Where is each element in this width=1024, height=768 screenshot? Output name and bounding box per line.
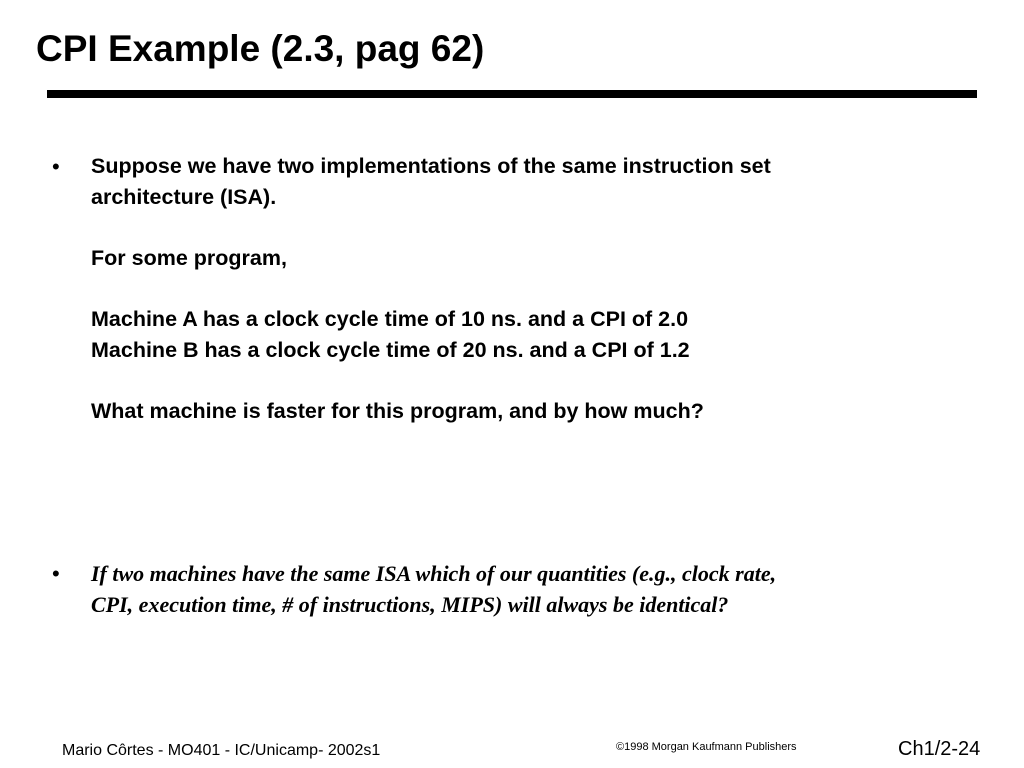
text-line: Suppose we have two implementations of the same instruction set [91,154,771,178]
footer-author: Mario Côrtes - MO401 - IC/Unicamp- 2002s1 [62,742,381,759]
spacer [91,366,932,396]
bullet-isa-question-block [52,558,932,620]
bullet-question-body [91,151,932,427]
text-line: Machine A has a clock cycle time of 10 ns. and a CPI of 2.0 [91,307,689,331]
bullet-question-block [52,151,932,427]
footer-copyright: ©1998 Morgan Kaufmann Publishers [616,741,797,753]
footer-slide-number: Ch1/2-24 [898,738,981,760]
title-rule [47,90,977,98]
text-line: If two machines have the same ISA which of our quantities (e.g., clock rate, [91,561,777,586]
slide-title: CPI Example (2.3, pag 62) [36,28,485,69]
bullet-dot-icon: • [52,561,60,586]
text-line: architecture (ISA). [91,185,277,209]
spacer [91,274,932,304]
text-line: Machine B has a clock cycle time of 20 ns. and a CPI of 1.2 [91,338,690,362]
spacer [91,213,932,243]
text-line: CPI, execution time, # of instructions, MIPS) will always be identical? [91,592,729,617]
bullet-dot-icon: • [52,154,60,179]
text-line: What machine is faster for this program, and by how much? [91,399,704,423]
text-line: For some program, [91,246,287,270]
bullet-isa-question-body [91,558,932,620]
